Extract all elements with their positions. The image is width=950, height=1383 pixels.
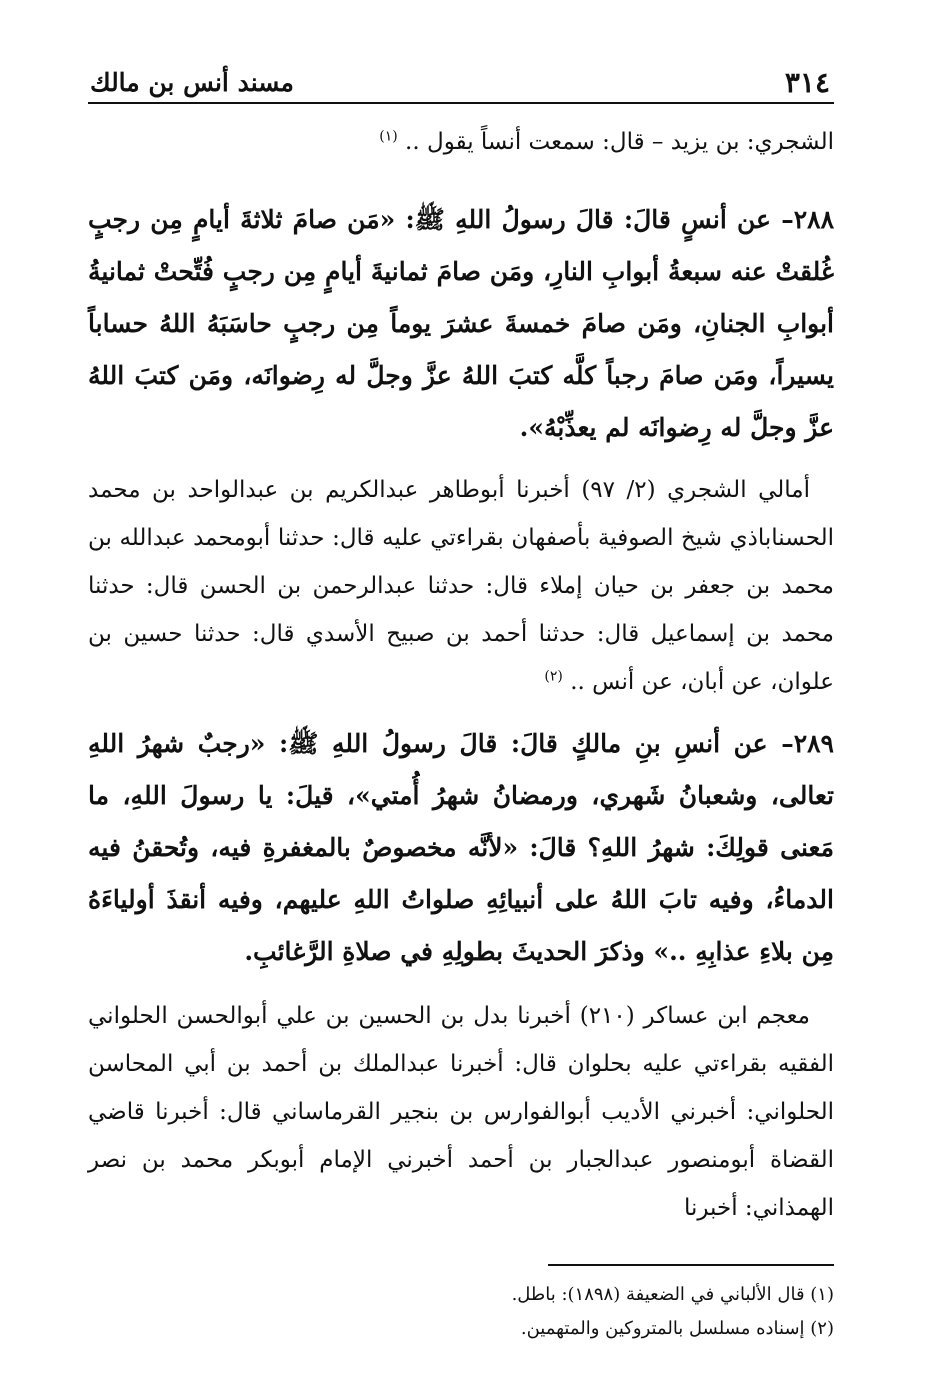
page-body — [88, 118, 834, 1232]
book-title: مسند أنس بن مالك — [90, 68, 294, 97]
page-number: ٣١٤ — [784, 66, 830, 99]
running-header — [88, 60, 834, 104]
hadith-289: ٢٨٩– عن أنسِ بنِ مالكٍ قالَ: قالَ رسولُ اللهِ ﷺ: «رجبٌ شهرُ اللهِ تعالى، وشعبانُ شَهري، ورمضانُ شهرُ أُمتي»، قيلَ: يا رسولَ اللهِ، ما مَعنى قولِكَ: شهرُ اللهِ؟ قالَ: «لأنَّه مخصوصٌ بالمغفرةِ فيه، وتُحقنُ فيه الدماءُ، وفيه تابَ اللهُ على أنبيائِهِ صلواتُ اللهِ عليهم، وفيه أنقذَ أولياءَهُ مِن بلاءِ عذابِهِ ..» وذكرَ الحديثَ بطولِهِ في صلاةِ الرَّغائبِ. — [88, 729, 834, 966]
hadith-288-source-text: أمالي الشجري (٢/ ٩٧) أخبرنا أبوطاهر عبدالكريم بن عبدالواحد بن محمد الحسناباذي شيخ الصوفية بأصفهان بقراءتي عليه قال: حدثنا أبومحمد عبدالله بن محمد بن جعفر بن حيان إملاء قال: حدثنا عبدالرحمن بن الحسن قال: حدثنا محمد بن إسماعيل قال: حدثنا أحمد بن صبيح الأسدي قال: حدثنا حسين بن علوان، عن أبان، عن أنس .. — [88, 477, 834, 695]
hadith-289-source: معجم ابن عساكر (٢١٠) أخبرنا بدل بن الحسين بن علي أبوالحسن الحلواني الفقيه بقراءتي عليه بحلوان قال: أخبرنا عبدالملك بن أحمد بن أبي المحاسن الحلواني: أخبرني الأديب أبوالفوارس بن بنجير القرماساني قال: أخبرنا قاضي القضاة أبومنصور عبدالجبار بن أحمد أخبرني الإمام أبوبكر محمد بن نصر الهمذاني: أخبرنا — [88, 1003, 834, 1221]
footnote-2: (٢) إسناده مسلسل بالمتروكين والمتهمين. — [520, 1318, 834, 1339]
continuation-paragraph — [88, 118, 834, 166]
footnotes — [88, 1278, 834, 1346]
footnote-1: (١) قال الألباني في الضعيفة (١٨٩٨): باطل. — [511, 1284, 834, 1305]
book-page — [88, 60, 834, 1350]
hadith-288-source — [88, 466, 834, 706]
footnote-divider — [548, 1264, 834, 1266]
footnote-ref-1: (١) — [379, 128, 398, 145]
continuation-text: الشجري: بن يزيد – قال: سمعت أنساً يقول .. — [405, 129, 834, 155]
hadith-288: ٢٨٨– عن أنسٍ قالَ: قالَ رسولُ اللهِ ﷺ: «مَن صامَ ثلاثةَ أيامٍ مِن رجبٍ غُلقتْ عنه سبعةُ أبوابِ النارِ، ومَن صامَ ثمانيةَ أيامٍ مِن رجبٍ فُتِّحتْ ثمانيةُ أبوابِ الجنانِ، ومَن صامَ خمسةَ عشرَ يوماً مِن رجبٍ حاسَبَهُ اللهُ حساباً يسيراً، ومَن صامَ رجباً كلَّه كتبَ اللهُ عزَّ وجلَّ له رِضوانَه، ومَن كتبَ اللهُ عزَّ وجلَّ له رِضوانَه لم يعذِّبْهُ». — [88, 205, 835, 442]
footnote-ref-2: (٢) — [544, 668, 563, 685]
